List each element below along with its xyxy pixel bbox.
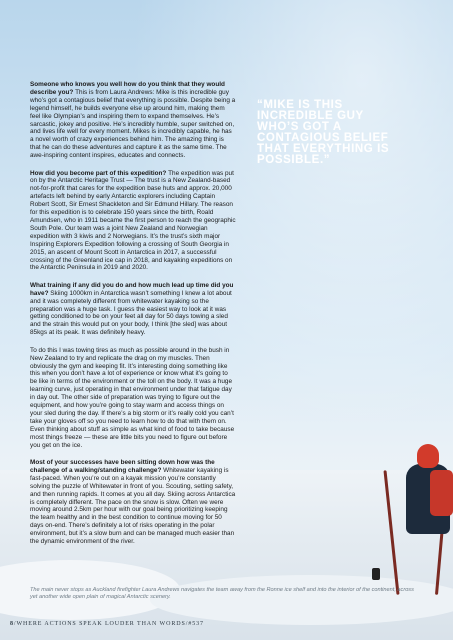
question: How did you become part of this expedition? <box>30 169 169 177</box>
answer: Whitewater kayaking is fast-paced. When you’re out on a kayak mission you’re constantly solving the puzzle of Whitewater in front of you. Scouting, setting safety, and then running rapids. It comes at you all day. Skiing across Antarctica is completely different. The pace on the snow is slow. Often we were moving around 2.5km per hour with our goal being prioritizing keeping the team healthy and in the best condition to continue moving for 50 days on-end. There’s definitely a lot of risks operating in the polar environment, but it’s a slow burn and can be managed much easier than the dynamic environment of the river. <box>30 466 236 546</box>
photo-caption: The main never stops as Auckland firefighter Laura Andrews navigates the team away from the Ronne ice shelf and into the interior of the continent, across yet another wide open plain of magical Antarctic scenery. <box>30 587 414 600</box>
answer: To do this I was towing tires as much as possible around in the bush in New Zealand to try and replicate the drag on my muscles. Then obviously the gym and keeping fit. It’s interesting doing something like this when you don’t have a lot of experience or know what it’s going to be like in terms of the environment or the toll on the body. It was a huge learning curve, just operating in that environment under that fatigue day in day out. The other side of preparation was trying to figure out the equipment, and how you’re going to stay warm and access things on your sled during the day. If there’s a big storm or it’s really cold you can’t take your gloves off so you need to learn how to do that with them on. Even thinking about stuff as simple as what kind of food to take because most things freeze — these are little bits you need to figure out before you get on the ice. <box>30 346 235 449</box>
ski-pole <box>383 470 399 595</box>
skier-pack <box>430 470 453 516</box>
interview-paragraph <box>30 81 236 160</box>
page-number: 8 <box>10 621 14 627</box>
interview-paragraph <box>30 282 236 337</box>
skier-figure <box>380 430 453 590</box>
page-footer <box>10 621 204 627</box>
question: Most of your successes have been sitting down how was the challenge of a walking/standing challenge? <box>30 458 215 474</box>
pull-quote: “MIKE IS THIS INCREDIBLE GUY WHO’S GOT A CONTAGIOUS BELIEF THAT EVERYTHING IS POSSIBLE.” <box>257 99 390 166</box>
interview-paragraph <box>30 459 236 546</box>
pole-grip <box>372 568 380 580</box>
interview-paragraph <box>30 170 236 273</box>
interview-paragraph <box>30 347 236 450</box>
answer: Skiing 1000km in Antarctica wasn’t something I knew a lot about and it was completely different from whitewater kayaking so the preparation was a huge task. I guess the easiest way to look at it was getting conditioned to be on your feet all day for 50 days towing a sled and the strain this would put on your body, I think [the sled] was about 85kgs at its peak. It was definitely heavy. <box>30 289 232 337</box>
running-title: /WHERE ACTIONS SPEAK LOUDER THAN WORDS/#537 <box>13 621 204 627</box>
answer: This is from Laura Andrews: Mike is this incredible guy who’s got a contagious belief that everything is possible. Despite being a legend himself, he builds everyone else up around him, making them feel like Olympian’s and inspiring them to expand themselves. He’s sarcastic, jokey and positive. He’s incredibly humble, super switched on, and lives life well for every moment. Mikes is incredibly capable, he has a novel worth of crazy experiences behind him. The amazing thing is that he can do these adventures and capture it as the same time. The awe-inspiring content inspires, educates and connects. <box>30 88 236 160</box>
answer: The expedition was put on by the Antarctic Heritage Trust — The trust is a New Zealand-based not-for-profit that cares for the expedition base huts and approx. 20,000 artefacts left behind by early Antarctic explorers including Captain Robert Scott, Sir Ernest Shackleton and Sir Edmund Hillary. The reason for this expedition is to celebrate 150 years since the birth, Roald Amundsen, who in 1911 became the first person to reach the geographic South Pole. Our team was a joint New Zealand and Norwegian expedition with 3 kiwis and 2 Norwegians. It’s the trust’s sixth major Inspiring Explorers Expedition following a crossing of South Georgia in 2015, an ascent of Mount Scott in Antarctica in 2017, a successful crossing of the Greenland ice cap in 2018, and kayaking expeditions on the Antarctic Peninsula in 2019 and 2020. <box>30 169 236 272</box>
question: What training if any did you do and how much lead up time did you have? <box>30 281 234 297</box>
skier-hood <box>417 444 439 468</box>
question: Someone who knows you well how do you think that they would describe you? <box>30 81 225 96</box>
interview-text <box>30 81 236 555</box>
